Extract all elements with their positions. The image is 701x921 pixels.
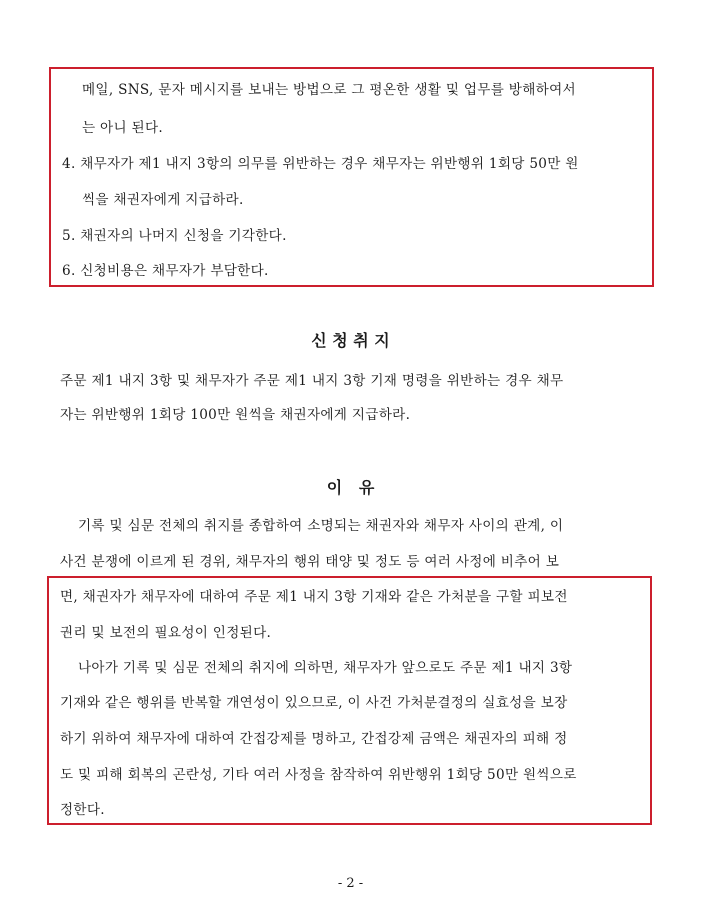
order-text-line: 메일, SNS, 문자 메시지를 보내는 방법으로 그 평온한 생활 및 업무를 방해하여서 <box>82 82 576 98</box>
page-number: - 2 - <box>337 876 364 891</box>
reasons-text-line: 도 및 피해 회복의 곤란성, 기타 여러 사정을 참작하여 위반행위 1회당 50만 원씩으로 <box>60 767 577 783</box>
section-title-reasons: 이 유 <box>326 478 375 497</box>
reasons-text-line: 정한다. <box>60 802 105 818</box>
order-item-6: 6. 신청비용은 채무자가 부담한다. <box>62 263 269 279</box>
reasons-text-line: 면, 채권자가 채무자에 대하여 주문 제1 내지 3항 기재와 같은 가처분을 구할 피보전 <box>60 589 568 605</box>
application-text-line: 자는 위반행위 1회당 100만 원씩을 채권자에게 지급하라. <box>60 407 411 423</box>
reasons-text-line: 사건 분쟁에 이르게 된 경위, 채무자의 행위 태양 및 정도 등 여러 사정에 비추어 보 <box>60 554 560 570</box>
reasons-text-line: 기재와 같은 행위를 반복할 개연성이 있으므로, 이 사건 가처분결정의 실효성을 보장 <box>60 695 568 711</box>
reasons-text-line: 기록 및 심문 전체의 취지를 종합하여 소명되는 채권자와 채무자 사이의 관계, 이 <box>78 518 564 534</box>
section-title-application: 신 청 취 지 <box>311 331 390 350</box>
order-item-5: 5. 채권자의 나머지 신청을 기각한다. <box>62 228 287 244</box>
reasons-text-line: 하기 위하여 채무자에 대하여 간접강제를 명하고, 간접강제 금액은 채권자의 피해 정 <box>60 731 568 747</box>
order-text-line: 씩을 채권자에게 지급하라. <box>82 192 244 208</box>
highlight-box-top <box>49 67 654 287</box>
reasons-text-line: 나아가 기록 및 심문 전체의 취지에 의하면, 채무자가 앞으로도 주문 제1 내지 3항 <box>78 660 573 676</box>
order-text-line: 는 아니 된다. <box>82 120 164 136</box>
order-item-4: 4. 채무자가 제1 내지 3항의 의무를 위반하는 경우 채무자는 위반행위 1회당 50만 원 <box>62 156 579 172</box>
reasons-text-line: 권리 및 보전의 필요성이 인정된다. <box>60 625 272 641</box>
application-text-line: 주문 제1 내지 3항 및 채무자가 주문 제1 내지 3항 기재 명령을 위반하는 경우 채무 <box>60 373 564 389</box>
